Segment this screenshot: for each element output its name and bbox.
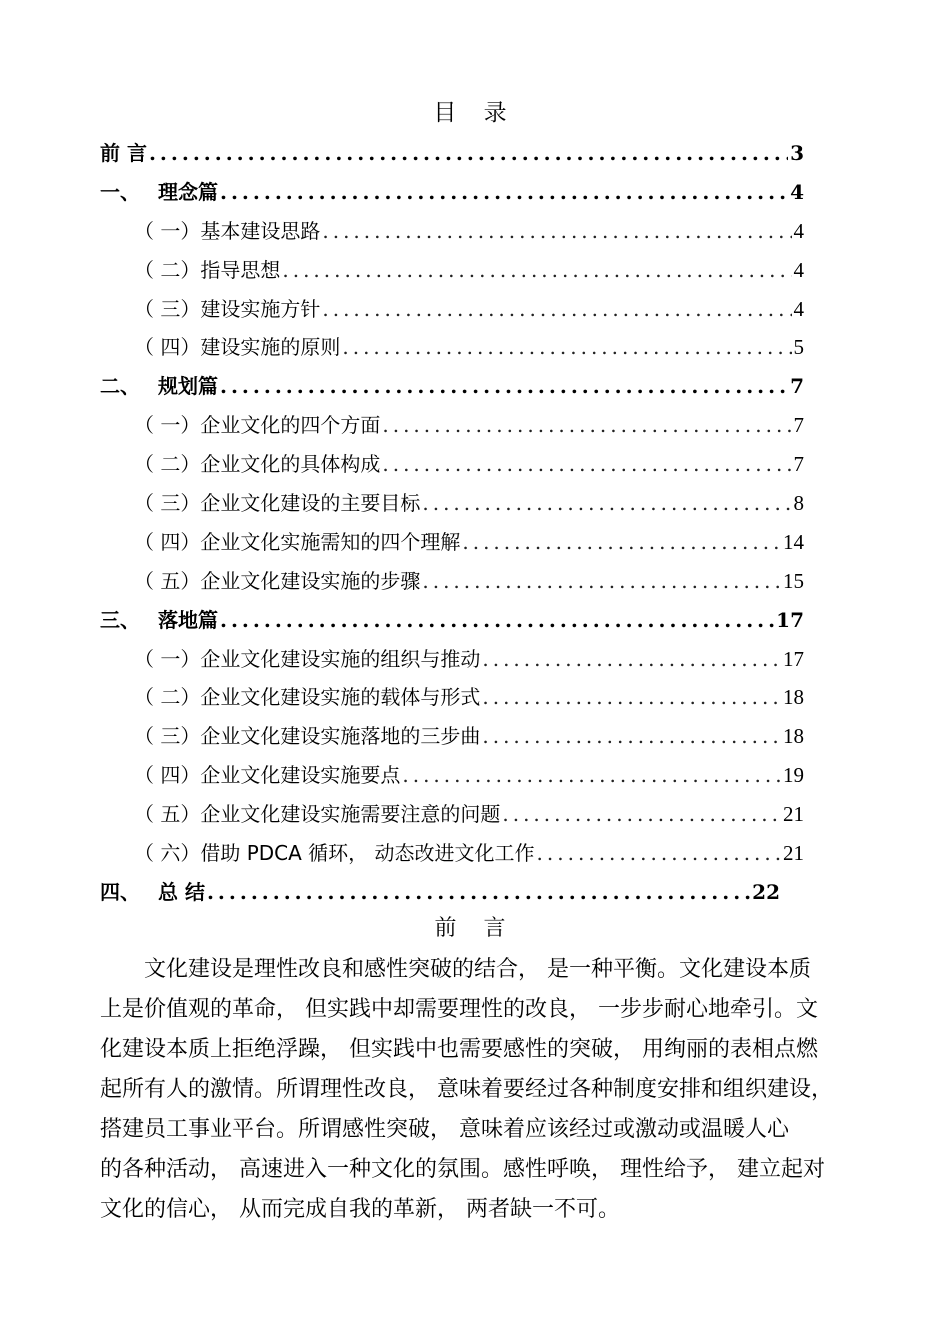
toc-entry-page: 14	[783, 529, 804, 554]
toc-entry-page: 17	[783, 646, 804, 671]
toc-entry-number: （ 四）	[134, 529, 201, 554]
toc-entry[interactable]	[100, 406, 804, 445]
toc-entry-page: 18	[783, 724, 804, 749]
toc-entry-label: 建设实施的原则	[200, 335, 341, 360]
toc-entry[interactable]	[100, 290, 804, 329]
toc-entry[interactable]	[100, 328, 804, 367]
toc-entry[interactable]	[100, 678, 804, 717]
preface-body	[100, 950, 845, 1230]
toc-leader-dots	[500, 795, 781, 834]
preface-line: 文化的信心， 从而完成自我的革新， 两者缺一不可。	[100, 1197, 620, 1222]
toc-entry-summary[interactable]	[100, 873, 780, 912]
preface-line: 搭建员工事业平台。所谓感性突破， 意味着应该经过或激动或温暖人心	[100, 1117, 789, 1142]
toc-entry-number: （ 三）	[134, 491, 201, 516]
toc-entry-page: 19	[783, 763, 804, 788]
toc-entry-page: 8	[793, 491, 804, 516]
toc-entry-page: 5	[793, 335, 804, 360]
toc-entry-page: 3	[790, 141, 804, 165]
toc-entry[interactable]	[100, 212, 804, 251]
toc-entry-label: 企业文化的具体构成	[200, 452, 381, 477]
toc-entry-label: 总 结	[158, 879, 205, 904]
toc-entry-label: 企业文化建设实施需要注意的问题	[200, 802, 501, 827]
toc-entry-planning[interactable]	[100, 367, 804, 406]
toc-entry-number: （ 二）	[134, 452, 201, 477]
toc-entry-page: 4	[793, 296, 804, 321]
toc-entry[interactable]	[100, 523, 804, 562]
toc-entry-label: 企业文化建设实施要点	[200, 763, 401, 788]
table-of-contents	[100, 134, 804, 912]
toc-entry-label: 借助 PDCA 循环， 动态改进文化工作	[200, 841, 535, 866]
toc-entry[interactable]	[100, 756, 804, 795]
toc-entry-page: 18	[783, 685, 804, 710]
toc-entry-page: 4	[790, 179, 804, 204]
toc-leader-dots	[400, 756, 781, 795]
preface-title: 前 言	[434, 916, 516, 941]
toc-entry-page: 7	[790, 374, 804, 399]
toc-entry-number: （ 四）	[134, 763, 201, 788]
toc-entry-label: 建设实施方针	[200, 296, 321, 321]
toc-entry[interactable]	[100, 834, 804, 873]
toc-entry-number: （ 五）	[134, 568, 201, 593]
toc-entry-number: 四、	[100, 879, 140, 904]
toc-entry-number: （ 二）	[134, 685, 201, 710]
toc-leader-dots	[480, 640, 781, 679]
toc-entry-label: 企业文化实施需知的四个理解	[200, 529, 461, 554]
toc-entry-number: 前 言	[100, 141, 147, 165]
toc-entry-label: 理念篇	[158, 179, 218, 204]
preface-line: 上是价值观的革命， 但实践中却需要理性的改良， 一步步耐心地牵引。文	[100, 997, 818, 1022]
toc-entry-page: 22	[752, 879, 780, 904]
toc-leader-dots	[340, 328, 791, 367]
toc-leader-dots	[218, 173, 788, 212]
preface-line: 起所有人的激情。所谓理性改良， 意味着要经过各种制度安排和组织建设，	[100, 1077, 833, 1102]
toc-leader-dots	[205, 873, 750, 912]
toc-entry-number: （ 五）	[134, 802, 201, 827]
toc-leader-dots	[480, 717, 781, 756]
toc-leader-dots	[218, 601, 774, 640]
toc-entry-number: （ 一）	[134, 413, 201, 438]
preface-line: 的各种活动， 高速进入一种文化的氛围。感性呼唤， 理性给予， 建立起对	[100, 1157, 825, 1182]
toc-entry-number: （ 一）	[134, 646, 201, 671]
toc-entry[interactable]	[100, 251, 804, 290]
toc-entry-philosophy[interactable]	[100, 173, 804, 212]
toc-entry-page: 4	[793, 218, 804, 243]
toc-entry-label: 落地篇	[158, 607, 218, 632]
toc-entry-label: 基本建设思路	[200, 218, 321, 243]
toc-entry-label: 企业文化建设实施的载体与形式	[200, 685, 481, 710]
toc-leader-dots	[320, 212, 791, 251]
toc-leader-dots	[380, 406, 791, 445]
toc-entry[interactable]	[100, 484, 804, 523]
toc-entry[interactable]	[100, 795, 804, 834]
toc-entry-page: 21	[783, 841, 804, 866]
toc-entry-label: 企业文化建设实施的组织与推动	[200, 646, 481, 671]
toc-entry-number: 一、	[100, 179, 140, 204]
toc-leader-dots	[320, 290, 791, 329]
toc-entry-page: 4	[793, 257, 804, 282]
toc-leader-dots	[380, 445, 791, 484]
toc-leader-dots	[218, 367, 788, 406]
toc-entry-label: 企业文化的四个方面	[200, 413, 381, 438]
toc-entry-number: （ 六）	[134, 841, 201, 866]
toc-entry-page: 21	[783, 802, 804, 827]
toc-entry-page: 7	[793, 452, 804, 477]
toc-title: 目 录	[433, 100, 517, 126]
toc-entry-number: （ 一）	[134, 218, 201, 243]
toc-leader-dots	[420, 484, 791, 523]
toc-entry-label: 企业文化建设实施落地的三步曲	[200, 724, 481, 749]
toc-leader-dots	[535, 834, 781, 873]
toc-entry-label: 指导思想	[200, 257, 281, 282]
toc-entry-page: 7	[793, 413, 804, 438]
preface-line: 化建设本质上拒绝浮躁， 但实践中也需要感性的突破， 用绚丽的表相点燃	[100, 1037, 818, 1062]
toc-entry-preface[interactable]	[100, 134, 804, 173]
toc-entry-page: 15	[783, 568, 804, 593]
preface-line: 文化建设是理性改良和感性突破的结合， 是一种平衡。文化建设本质	[100, 957, 811, 982]
toc-entry-number: （ 四）	[134, 335, 201, 360]
toc-entry-number: （ 三）	[134, 724, 201, 749]
toc-entry[interactable]	[100, 562, 804, 601]
toc-entry-number: （ 二）	[134, 257, 201, 282]
toc-leader-dots	[280, 251, 791, 290]
toc-entry[interactable]	[100, 717, 804, 756]
toc-entry-label: 规划篇	[158, 374, 218, 399]
toc-leader-dots	[420, 562, 781, 601]
toc-entry-page: 17	[776, 607, 804, 632]
toc-entry-implementation[interactable]	[100, 601, 804, 640]
toc-entry-number: （ 三）	[134, 296, 201, 321]
toc-entry-label: 企业文化建设实施的步骤	[200, 568, 421, 593]
toc-leader-dots	[147, 134, 788, 173]
toc-leader-dots	[460, 523, 781, 562]
toc-leader-dots	[480, 678, 781, 717]
toc-entry[interactable]	[100, 640, 804, 679]
toc-entry[interactable]	[100, 445, 804, 484]
toc-entry-number: 二、	[100, 374, 140, 399]
toc-entry-label: 企业文化建设的主要目标	[200, 491, 421, 516]
toc-entry-number: 三、	[100, 607, 140, 632]
